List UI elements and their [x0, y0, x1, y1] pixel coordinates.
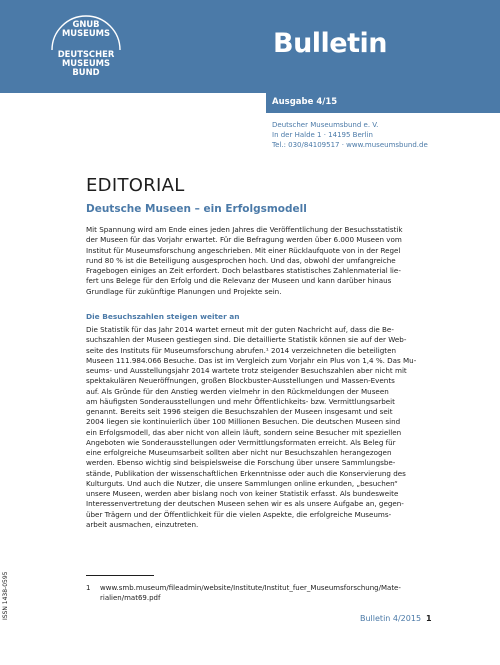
body-line: Angeboten wie Sonderausstellungen oder Vermittlungsformaten erreicht. Als Beleg für — [86, 437, 396, 447]
body-line: Kulturguts. Und auch die Nutzer, die unsere Sammlungen online erkunden, „besuchen“ — [86, 478, 398, 488]
publisher-address — [272, 120, 428, 150]
issn-label: ISSN 1438-0595 — [2, 571, 9, 620]
intro-paragraph — [86, 225, 431, 297]
intro-line: fert uns Belege für den Erfolg und die Relevanz der Museen und kann darüber hinaus — [86, 276, 392, 286]
body-line: am häufigsten Sonderausstellungen und mehr Öffentlichkeits- bzw. Vermittlungsarbeit — [86, 396, 395, 406]
body-paragraph — [86, 325, 431, 530]
footnote-link[interactable] — [100, 583, 401, 603]
intro-line: Mit Spannung wird am Ende eines jeden Jahres die Veröffentlichung der Besuchsstatistik — [86, 225, 403, 234]
logo-line-5: BUND — [72, 67, 100, 77]
body-line: über Trägern und der Öffentlichkeit für die vielen Aspekte, die erfolgreiche Museums- — [86, 509, 392, 519]
footnote-divider — [86, 575, 154, 576]
header-banner — [0, 0, 500, 93]
body-line: Interessenvertretung der deutschen Museen sehen wir es als unsere Aufgabe an, gegen- — [86, 499, 404, 509]
issue-label: Ausgabe 4/15 — [272, 97, 338, 107]
body-line: seite des Instituts für Museumsforschung abrufen.¹ 2014 verzeichneten die beteiligten — [86, 345, 397, 355]
logo-line-3: DEUTSCHER — [57, 49, 115, 59]
body-line: arbeit ausmachen, einzutreten. — [86, 519, 199, 529]
page-number: 1 — [426, 614, 432, 623]
body-line: werden. Ebenso wichtig sind beispielsweise die Forschung über unsere Sammlungsbe- — [86, 458, 396, 468]
body-line: auf. Als Gründe für den Anstieg werden vielmehr in den Rückmeldungen der Museen — [86, 386, 389, 396]
intro-line: der Museen für das Vorjahr erwartet. Für die Befragung werden über 6.000 Museen vom — [86, 235, 402, 245]
article-subtitle: Deutsche Museen – ein Erfolgsmodell — [86, 203, 307, 215]
body-line: Die Statistik für das Jahr 2014 wartet erneut mit der guten Nachricht auf, dass die Be- — [86, 325, 394, 334]
address-line-3: Tel.: 030/84109517 · www.museumsbund.de — [272, 141, 428, 149]
editorial-heading: EDITORIAL — [86, 175, 185, 196]
footer-label: Bulletin 4/2015 — [360, 614, 422, 623]
address-line-1: Deutscher Museumsbund e. V. — [272, 121, 379, 129]
intro-line: Fragebogen einiges an Zeit erfordert. Doch belastbares statistisches Zahlenmaterial lie- — [86, 266, 401, 275]
body-line: genannt. Bereits seit 1996 steigen die Besuchszahlen der Museen insgesamt und seit — [86, 407, 393, 416]
body-line: Museen 111.984.066 Besuche. Das ist im Vergleich zum Vorjahr ein Plus von 1,4 %. Das Mu- — [86, 355, 417, 365]
address-line-2: In der Halde 1 · 14195 Berlin — [272, 131, 373, 139]
page-footer — [360, 614, 432, 623]
body-line: unsere Museen, werden aber bislang noch von keiner Statistik erfasst. Als bundesweite — [86, 489, 399, 498]
body-line: ein Erfolgsmodell, das aber nicht von allein läuft, sondern seine Besucher mit speziellen — [86, 427, 402, 437]
intro-line: Institut für Museumsforschung angeschrieben. Mit einer Rücklaufquote von in der Regel — [86, 245, 401, 255]
body-line: eine erfolgreiche Museumsarbeit sollten aber nicht nur Besuchszahlen herangezogen — [86, 448, 392, 457]
logo-line-1: GNUB — [72, 19, 100, 29]
issue-bar — [266, 93, 500, 113]
body-line: stände, Publikation der wissenschaftlichen Erkenntnisse oder auch die Konservierung des — [86, 468, 406, 478]
body-line: spektakulären Neueröffnungen, großen Blockbuster-Ausstellungen und Massen-Events — [86, 376, 395, 386]
logo-line-4: MUSEUMS — [61, 58, 111, 68]
footnote-number: 1 — [86, 584, 91, 592]
footnote-line-1[interactable]: www.smb.museum/fileadmin/website/Institute/Institut_fuer_Museumsforschung/Mate- — [100, 584, 401, 592]
section-heading: Die Besuchszahlen steigen weiter an — [86, 312, 240, 321]
body-line: 2004 liegen sie kontinuierlich über 100 Millionen Besuchen. Die deutschen Museen sind — [86, 417, 401, 427]
footnote-line-2[interactable]: rialien/mat69.pdf — [100, 594, 161, 602]
museumsbund-logo — [40, 8, 132, 88]
intro-line: rund 80 % ist die Beteiligung ausgesprochen hoch. Und das, obwohl der umfangreiche — [86, 255, 396, 265]
body-line: seums- und Ausstellungsjahr 2014 wartete trotz steigender Besuchszahlen aber nicht mit — [86, 366, 407, 375]
intro-line: Grundlage für zukünftige Planungen und Projekte sein. — [86, 286, 282, 296]
bulletin-title: Bulletin — [273, 28, 388, 59]
body-line: suchszahlen der Museen gestiegen sind. Die detaillierte Statistik können sie auf der Web- — [86, 335, 407, 345]
logo-line-2: MUSEUMS — [61, 28, 111, 38]
